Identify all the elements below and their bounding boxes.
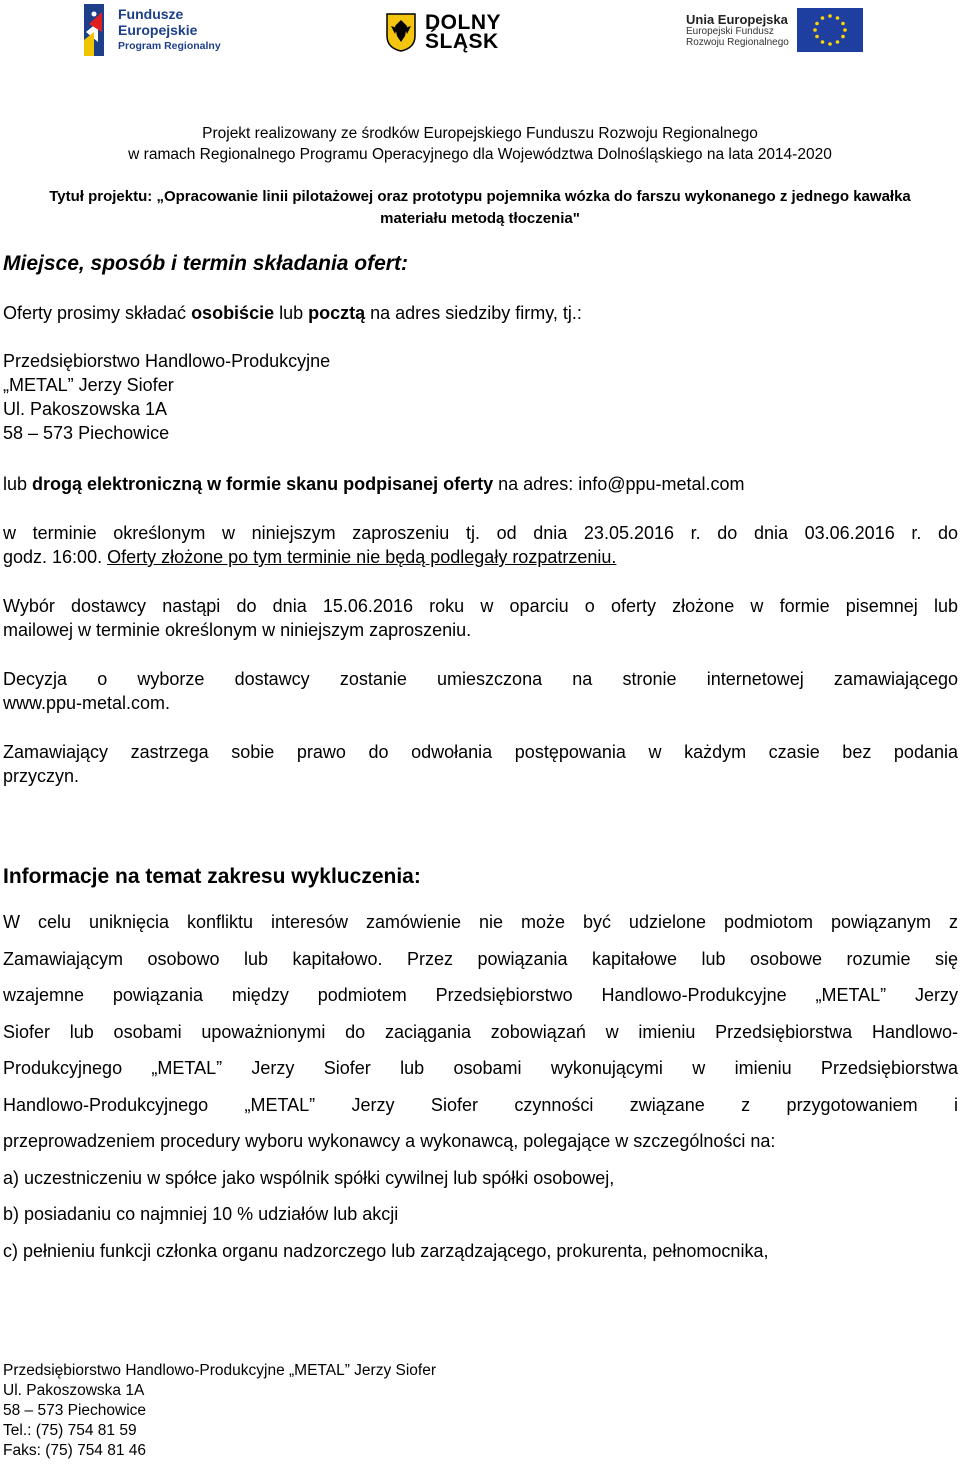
footer [3, 1361, 436, 1461]
header-line2: w ramach Regionalnego Programu Operacyjnego dla Województwa Dolnośląskiego na lata 2014-2020 [128, 146, 832, 163]
deadline-paragraph [3, 521, 958, 569]
ue-logo-sub1: Europejski Fundusz [686, 25, 774, 37]
section-heading-exclusion: Informacje na temat zakresu wykluczenia: [3, 865, 421, 888]
offer-text-c: lub [274, 303, 309, 323]
section-heading-offers: Miejsce, sposób i termin składania ofert: [3, 252, 408, 275]
exclusion-line: Handlowo-Produkcyjnego „METAL” Jerzy Siofer czynności związane z przygotowaniem i [3, 1094, 958, 1115]
exclusion-line: W celu uniknięcia konfliktu interesów zamówienie nie może być udzielone podmiotom powiązanym z [3, 912, 958, 932]
reservation-paragraph [3, 740, 958, 788]
fundusze-logo-line2: Europejskie [118, 22, 198, 38]
exclusion-line: Zamawiającym osobowo lub kapitałowo. Przez powiązania kapitałowe lub osobowe rozumie się [3, 948, 958, 969]
deadline-time: godz. 16:00. [3, 547, 108, 567]
project-title-text1: „Opracowanie linii pilotażowej oraz prototypu pojemnika wózka do farszu wykonanego z jednego kawałka [156, 188, 911, 205]
project-title-label: Tytuł projektu: [49, 188, 153, 205]
fundusze-europejskie-logo [80, 2, 221, 58]
reserve-line2: przyczyn. [3, 766, 80, 786]
exclusion-item: c) pełnieniu funkcji członka organu nadzorczego lub zarządzającego, prokurenta, pełnomocnika, [3, 1240, 769, 1261]
choice-line1: Wybór dostawcy nastąpi do dnia 15.06.2016 roku w oparciu o oferty złożone w formie pisemnej lub [3, 596, 958, 616]
address-line1: Przedsiębiorstwo Handlowo-Produkcyjne [3, 351, 331, 371]
offer-text-e: na adres siedziby firmy, tj.: [365, 303, 582, 323]
fundusze-emblem-icon [80, 2, 110, 58]
email-text-electronic: drogą elektroniczną w formie skanu podpisanej oferty [32, 474, 494, 494]
address-line4: 58 – 573 Piechowice [3, 423, 170, 443]
offer-instruction [3, 301, 958, 325]
deadline-line1: w terminie określonym w niniejszym zaproszeniu tj. od dnia 23.05.2016 r. do dnia 03.06.2016 r. do [3, 523, 958, 543]
dolny-slask-line1: DOLNY [425, 11, 501, 34]
eu-flag-icon [797, 8, 863, 52]
email-instruction [3, 472, 958, 496]
footer-fax: Faks: (75) 754 81 46 [3, 1442, 147, 1459]
exclusion-line: Siofer lub osobami upoważnionymi do zaciągania zobowiązań w imieniu Przedsiębiorstwa Handlowo- [3, 1021, 958, 1042]
eagle-crest-icon [385, 12, 417, 52]
deadline-warning: Oferty złożone po tym terminie nie będą podlegały rozpatrzeniu. [107, 547, 617, 567]
fundusze-logo-line3: Program Regionalny [118, 40, 221, 52]
exclusion-line: wzajemne powiązania między podmiotem Przedsiębiorstwo Handlowo-Produkcyjne „METAL” Jerzy [3, 985, 958, 1005]
offer-text-post: pocztą [308, 303, 366, 323]
decision-paragraph [3, 667, 958, 715]
logo-bar [0, 0, 960, 62]
unia-europejska-logo [686, 8, 863, 52]
exclusion-line: Produkcyjnego „METAL” Jerzy Siofer lub osobami wykonującymi w imieniu Przedsiębiorstwa [3, 1058, 958, 1078]
exclusion-paragraph [3, 904, 958, 1269]
dolny-slask-logo [385, 12, 501, 52]
project-title [4, 186, 956, 230]
exclusion-item: a) uczestniczeniu w spółce jako wspólnik spółki cywilnej lub spółki osobowej, [3, 1167, 615, 1188]
footer-company: Przedsiębiorstwo Handlowo-Produkcyjne „METAL” Jerzy Siofer [3, 1362, 437, 1379]
ue-logo-sub2: Rozwoju Regionalnego [686, 36, 789, 48]
reserve-line1: Zamawiający zastrzega sobie prawo do odwołania postępowania w każdym czasie bez podania [3, 742, 958, 762]
footer-street: Ul. Pakoszowska 1A [3, 1382, 145, 1399]
address-block [3, 349, 958, 445]
decision-line1: Decyzja o wyborze dostawcy zostanie umieszczona na stronie internetowej zamawiającego [3, 669, 958, 689]
fundusze-logo-line1: Fundusze [118, 6, 184, 22]
dolny-slask-line2: ŚLĄSK [425, 30, 499, 53]
ue-logo-title: Unia Europejska [686, 11, 788, 27]
exclusion-line: przeprowadzeniem procedury wyboru wykonawcy a wykonawcą, polegające w szczególności na: [3, 1131, 776, 1151]
footer-city: 58 – 573 Piechowice [3, 1402, 147, 1419]
address-line3: Ul. Pakoszowska 1A [3, 399, 168, 419]
header-line1: Projekt realizowany ze środków Europejskiego Funduszu Rozwoju Regionalnego [202, 125, 758, 142]
email-text-address: na adres: info@ppu-metal.com [493, 474, 745, 494]
choice-line2: mailowej w terminie określonym w niniejszym zaproszeniu. [3, 620, 472, 640]
project-title-text2: materiału metodą tłoczenia" [380, 210, 580, 227]
footer-phone: Tel.: (75) 754 81 59 [3, 1422, 137, 1439]
supplier-choice-paragraph [3, 594, 958, 642]
email-text-a: lub [3, 474, 33, 494]
address-line2: „METAL” Jerzy Siofer [3, 375, 174, 395]
offer-text-a: Oferty prosimy składać [3, 303, 192, 323]
decision-line2: www.ppu-metal.com. [3, 693, 171, 713]
offer-text-personally: osobiście [191, 303, 275, 323]
exclusion-item: b) posiadaniu co najmniej 10 % udziałów lub akcji [3, 1204, 399, 1224]
